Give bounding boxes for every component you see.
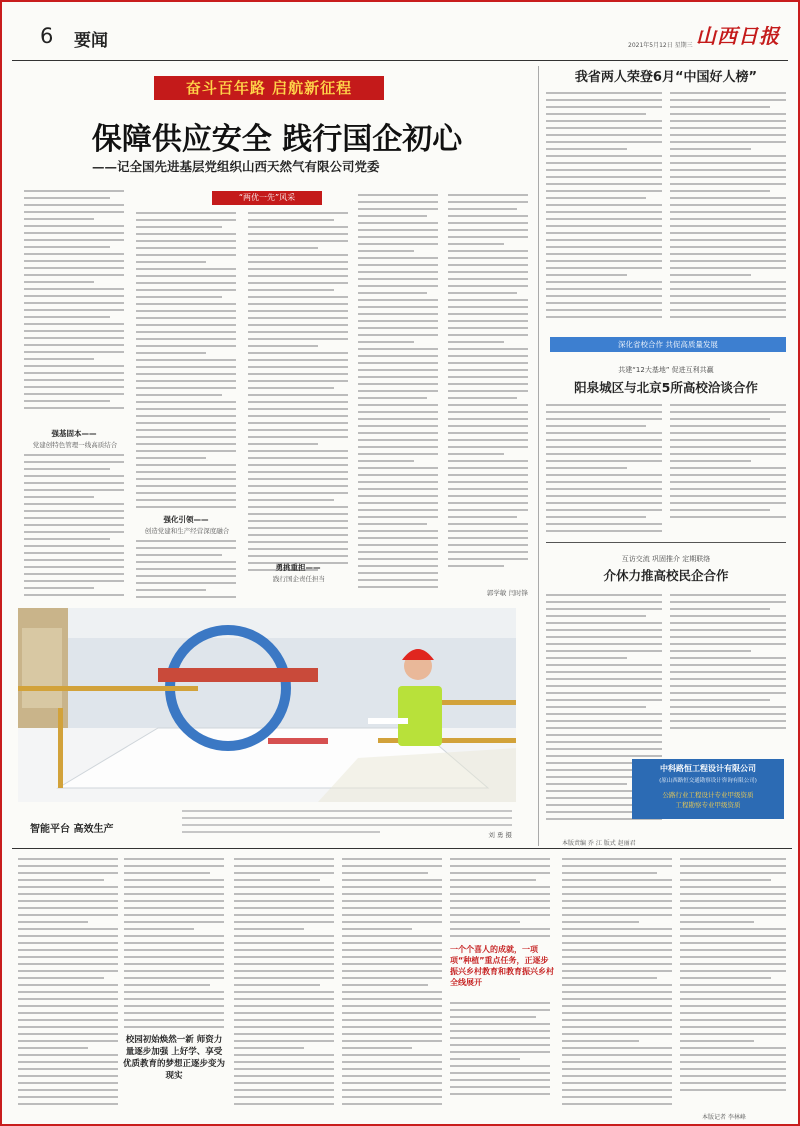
article-column-2 — [136, 212, 236, 513]
right-article-2-kicker: 共建“12大基地” 促进互利共赢 — [618, 366, 714, 374]
page-editor: 本版责编 乔 江 版式 赵丽君 — [562, 840, 636, 847]
newspaper-logo: 山西日报 — [696, 24, 780, 48]
right-article-2-text-b — [670, 404, 786, 523]
ad-qualification-2: 工程勘察专业甲级资质 — [675, 801, 741, 809]
subhead-line-1: 党建创特色管理一线高质结合 — [32, 441, 118, 449]
company-ad — [632, 759, 784, 819]
subhead-line-3: 践行国企责任担当 — [273, 575, 325, 583]
bottom-column-5 — [450, 858, 550, 942]
right-article-1-text-a — [546, 92, 662, 323]
feature-photo — [18, 608, 516, 802]
page-number: 6 — [40, 24, 54, 48]
subhead-kicker-3: 勇挑重担—— — [275, 563, 321, 572]
ad-company-former-name: (原山西路恒交通勘察设计咨询有限公司) — [659, 778, 757, 784]
photo-description — [182, 810, 512, 838]
right-article-2-text-a — [546, 404, 662, 537]
bottom-column-7 — [680, 858, 786, 1096]
subhead-kicker-1: 强基固本—— — [51, 429, 97, 438]
bottom-divider — [12, 848, 792, 849]
section-title: 要闻 — [74, 31, 108, 51]
article-column-1 — [24, 190, 124, 414]
photo-credit: 刘 勇 摄 — [488, 831, 512, 839]
bottom-column-4 — [342, 858, 442, 1110]
article-column-3 — [248, 212, 348, 576]
right-article-1-text-b — [670, 92, 786, 323]
right-divider-1 — [546, 542, 786, 543]
issue-date: 2021年5月12日 星期三 — [628, 42, 693, 49]
right-article-1-title: 我省两人荣登6月“中国好人榜” — [574, 70, 758, 85]
article-column-1b — [24, 454, 124, 601]
column-divider — [538, 66, 539, 846]
bottom-column-6 — [562, 858, 672, 1110]
feature-byline: 郭学敏 闫时锋 — [486, 589, 528, 597]
article-column-4 — [358, 194, 438, 593]
ad-company-name: 中科路恒工程设计有限公司 — [660, 764, 756, 773]
feature-banner: 奋斗百年路 启航新征程 — [154, 76, 384, 100]
right-article-3-text-b — [670, 594, 786, 734]
subhead-kicker-2: 强化引领—— — [163, 515, 209, 524]
bottom-column-5b — [450, 1002, 550, 1100]
article-column-5 — [448, 194, 528, 572]
page-header — [12, 12, 788, 61]
right-article-3-title: 介休力推高校民企合作 — [603, 568, 729, 583]
photo-caption: 智能平台 高效生产 — [30, 824, 114, 835]
right-article-2-title: 阳泉城区与北京5所高校洽谈合作 — [574, 380, 758, 395]
bottom-column-1 — [18, 858, 118, 1110]
bottom-column-3 — [234, 858, 334, 1110]
bottom-headline-1: 校园初始焕然一新 师资力量逐步加强 上好学、享受优质教育的梦想正逐步变为现实 — [122, 1035, 225, 1081]
bottom-headline-2: 一个个喜人的成就，一项项“种植”重点任务，正逐步振兴乡村教育和教育振兴乡村全线展开 — [450, 945, 554, 987]
bottom-editor: 本版记者 李林峰 — [702, 1114, 746, 1121]
right-article-3-kicker: 互访交流 巩固推介 定期联络 — [621, 555, 711, 563]
article-column-2b — [136, 540, 236, 603]
section-bar-blue: 深化省校合作 共促高质量发展 — [550, 337, 786, 352]
ad-qualification-1: 公路行业工程设计专业甲级资质 — [662, 791, 754, 799]
bottom-column-2 — [124, 858, 224, 1033]
feature-title: 保障供应安全 践行国企初心 — [91, 122, 463, 157]
feature-subtitle: ——记全国先进基层党组织山西天然气有限公司党委 — [92, 159, 380, 174]
subhead-line-2: 创造党建和生产经营深度融合 — [144, 527, 230, 535]
feature-badge: “两优一先”风采 — [212, 191, 322, 205]
factory-worker-image — [18, 608, 516, 802]
